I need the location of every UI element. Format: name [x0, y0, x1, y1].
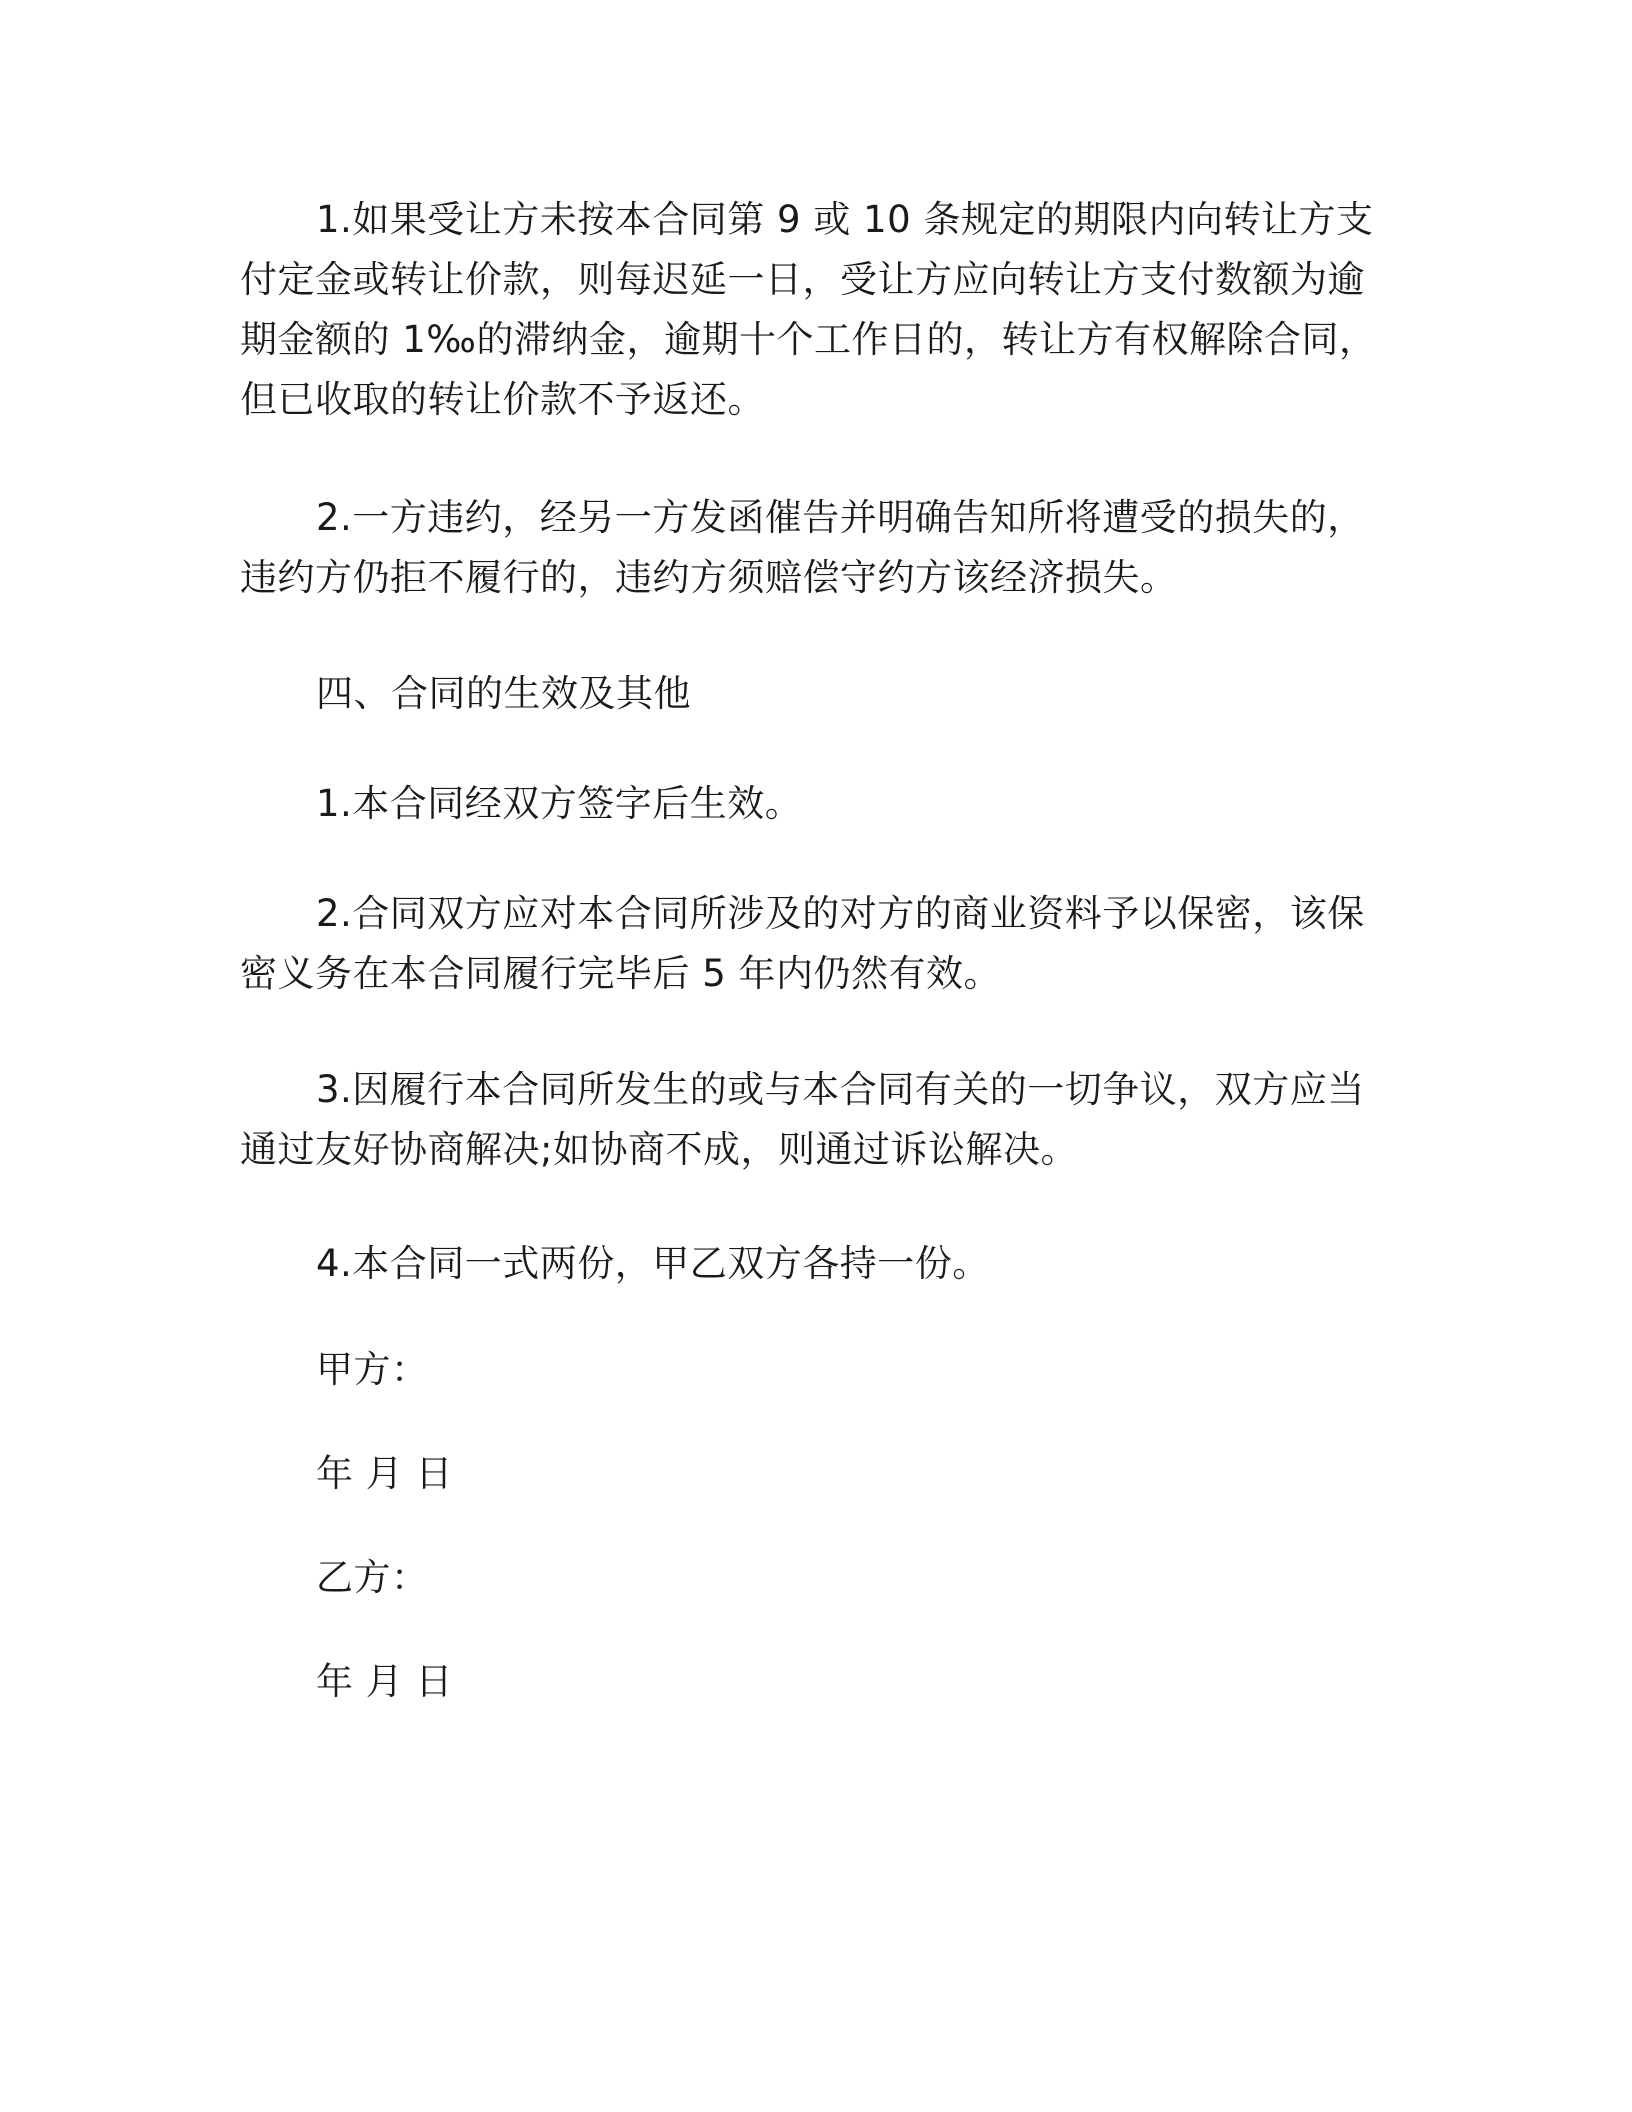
- clause-penalty-late-payment: 1.如果受让方未按本合同第 9 或 10 条规定的期限内向转让方支付定金或转让价款，则每迟延一日，受让方应向转让方支付数额为逾期金额的 1‰的滞纳金，逾期十个工作日的，转让方有权解除合同，但已收取的转让价款不予返还。: [240, 198, 1377, 421]
- party-a-label: 甲方：: [316, 1348, 429, 1391]
- party-b-label: 乙方：: [316, 1556, 429, 1599]
- clause-effective-on-signature: 1.本合同经双方签字后生效。: [316, 782, 803, 825]
- clause-dispute-resolution: 3.因履行本合同所发生的或与本合同有关的一切争议，双方应当通过友好协商解决;如协商不成，则通过诉讼解决。: [240, 1068, 1365, 1171]
- clause-confidentiality: 2.合同双方应对本合同所涉及的对方的商业资料予以保密，该保密义务在本合同履行完毕后 5 年内仍然有效。: [240, 892, 1365, 995]
- clause-copies: 4.本合同一式两份，甲乙双方各持一份。: [316, 1242, 990, 1285]
- party-a-date: 年 月 日: [316, 1452, 454, 1495]
- clause-breach-compensation: 2.一方违约，经另一方发函催告并明确告知所将遭受的损失的，违约方仍拒不履行的，违约方须赔偿守约方该经济损失。: [240, 496, 1365, 599]
- section-heading-effectiveness: 四、合同的生效及其他: [316, 672, 691, 715]
- party-b-date: 年 月 日: [316, 1660, 454, 1703]
- document-body: [240, 190, 1400, 1756]
